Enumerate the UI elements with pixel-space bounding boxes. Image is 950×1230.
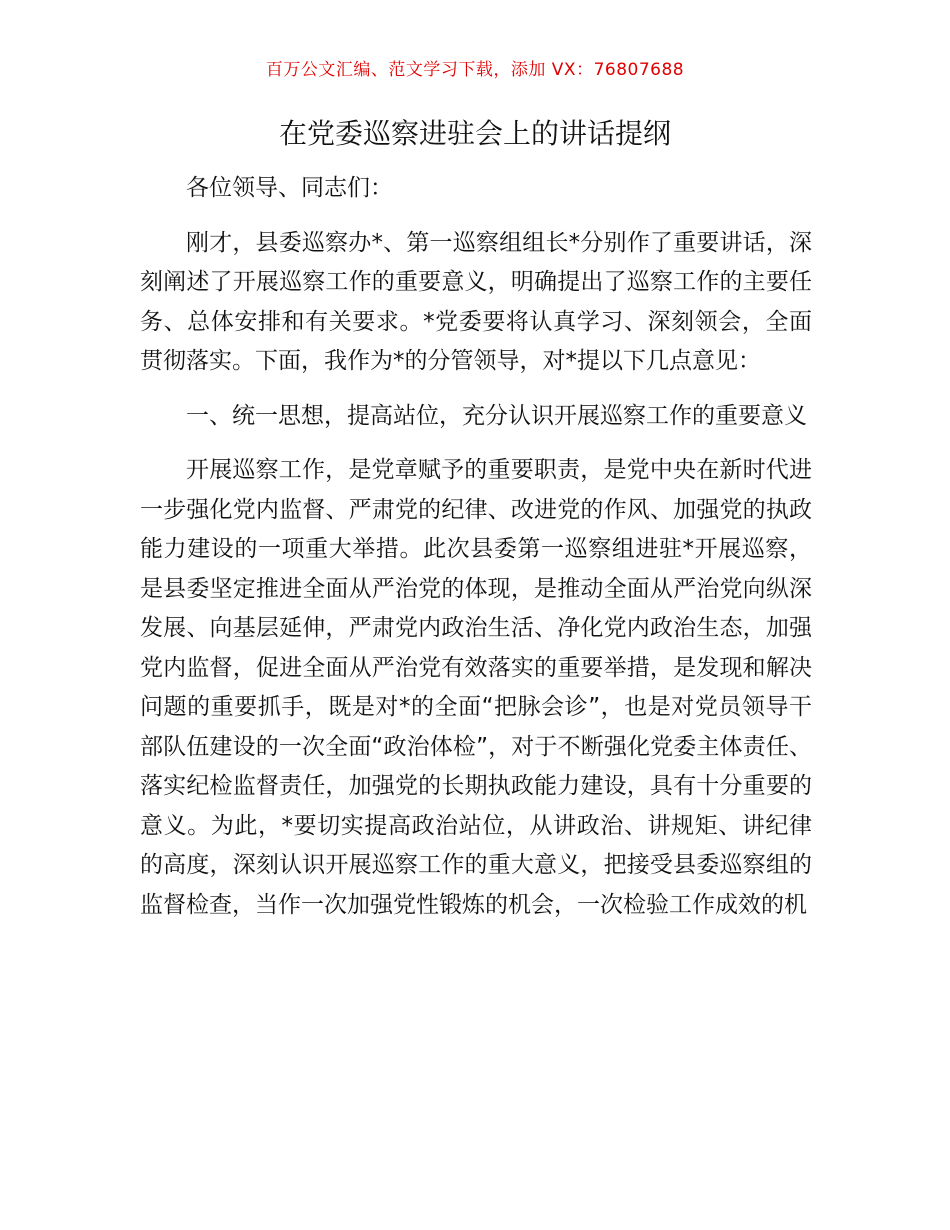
document-body [140, 169, 812, 940]
paragraph-section-1: 开展巡察工作，是党章赋予的重要职责，是党中央在新时代进一步强化党内监督、严肃党的纪律、改进党的作风、加强党的执政能力建设的一项重大举措。此次县委第一巡察组进驻*开展巡察，是县委坚定推进全面从严治党的体现，是推动全面从严治党向纵深发展、向基层延伸，严肃党内政治生活、净化党内政治生态，加强党内监督，促进全面从严治党有效落实的重要举措，是发现和解决问题的重要抓手，既是对*的全面“把脉会诊”，也是对党员领导干部队伍建设的一次全面“政治体检”，对于不断强化党委主体责任、落实纪检监督责任，加强党的长期执政能力建设，具有十分重要的意义。为此，*要切实提高政治站位，从讲政治、讲规矩、讲纪律的高度，深刻认识开展巡察工作的重大意义，把接受县委巡察组的监督检查，当作一次加强党性锻炼的机会，一次检验工作成效的机 [140, 457, 812, 918]
document-title: 在党委巡察进驻会上的讲话提纲 [278, 117, 671, 150]
section-heading-1: 一、统一思想，提高站位，充分认识开展巡察工作的重要意义 [186, 402, 807, 429]
salutation: 各位领导、同志们： [186, 175, 393, 201]
paragraph-intro: 刚才，县委巡察办*、第一巡察组组长*分别作了重要讲话，深刻阐述了开展巡察工作的重要意义，明确提出了巡察工作的主要任务、总体安排和有关要求。*党委要将认真学习、深刻领会，全面贯彻落实。下面，我作为*的分管领导，对*提以下几点意见： [140, 229, 812, 374]
header-promo-note: 百万公文汇编、范文学习下载，添加 VX：76807688 [265, 60, 685, 80]
